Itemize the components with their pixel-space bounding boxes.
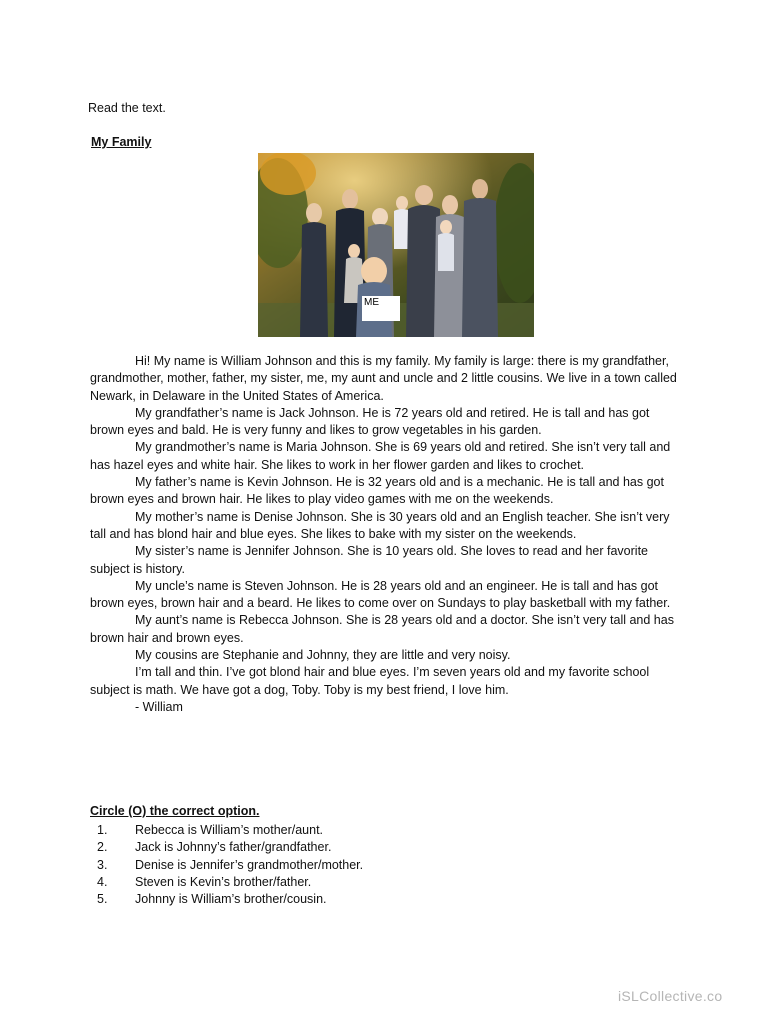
story-paragraph: My aunt’s name is Rebecca Johnson. She is 28 years old and a doctor. She isn’t very tall and has brown hair and brown eyes. xyxy=(90,613,674,645)
item-text: Rebecca is William’s mother/aunt. xyxy=(135,823,324,837)
story-text xyxy=(90,353,680,716)
item-number: 2. xyxy=(97,840,108,855)
story-paragraph: My uncle’s name is Steven Johnson. He is 28 years old and an engineer. He is tall and has got brown eyes, brown hair and a beard. He likes to come over on Sundays to play basketball with my father. xyxy=(90,578,671,611)
story-paragraph: My grandfather’s name is Jack Johnson. He is 72 years old and retired. He is tall and has got brown eyes and bald. He is very funny and likes to grow vegetables in his garden. xyxy=(90,405,650,438)
exercise-title: Circle (O) the correct option. xyxy=(90,804,260,818)
exercise-item xyxy=(90,891,363,908)
story-paragraph: My grandmother’s name is Maria Johnson. She is 69 years old and retired. She isn’t very tall and has hazel eyes and white hair. She likes to work in her flower garden and likes to crochet. xyxy=(90,440,671,472)
exercise-item xyxy=(90,839,363,856)
page-title: My Family xyxy=(91,135,152,149)
exercise-list xyxy=(90,822,363,908)
me-label: ME xyxy=(362,296,400,321)
story-paragraph: My cousins are Stephanie and Johnny, they are little and very noisy. xyxy=(135,648,511,663)
story-paragraph: I’m tall and thin. I’ve got blond hair and blue eyes. I’m seven years old and my favorite school subject is math. We have got a dog, Toby. Toby is my best friend, I love him. xyxy=(90,665,650,697)
item-number: 3. xyxy=(97,857,108,872)
story-paragraph: Hi! My name is William Johnson and this is my family. My family is large: there is my grandfather, grandmother, mother, father, my sister, me, my aunt and uncle and 2 little cousins. We live in a town called Newark, in Delaware in the United States of America. xyxy=(90,354,677,403)
story-paragraph: My father’s name is Kevin Johnson. He is 32 years old and is a mechanic. He is tall and has got brown eyes and brown hair. He likes to play video games with me on the weekends. xyxy=(90,475,664,507)
exercise-item xyxy=(90,857,363,874)
story-paragraph: My mother’s name is Denise Johnson. She is 30 years old and an English teacher. She isn’t very tall and has blond hair and blue eyes. She likes to bake with my sister on the weekends. xyxy=(90,509,670,541)
item-number: 5. xyxy=(97,892,108,907)
item-number: 1. xyxy=(97,823,108,837)
site-watermark: iSLCollective.co xyxy=(618,988,723,1004)
story-paragraph: My sister’s name is Jennifer Johnson. She is 10 years old. She loves to read and her favorite subject is history. xyxy=(90,544,649,576)
item-text: Johnny is William’s brother/cousin. xyxy=(135,892,327,907)
signature: - William xyxy=(135,699,183,714)
instruction-text: Read the text. xyxy=(88,101,166,115)
item-number: 4. xyxy=(97,874,108,889)
exercise-item xyxy=(90,822,363,839)
item-text: Steven is Kevin’s brother/father. xyxy=(135,874,312,889)
item-text: Jack is Johnny’s father/grandfather. xyxy=(135,840,332,855)
item-text: Denise is Jennifer’s grandmother/mother. xyxy=(135,857,364,872)
exercise-item xyxy=(90,874,363,891)
family-photo xyxy=(258,153,534,337)
